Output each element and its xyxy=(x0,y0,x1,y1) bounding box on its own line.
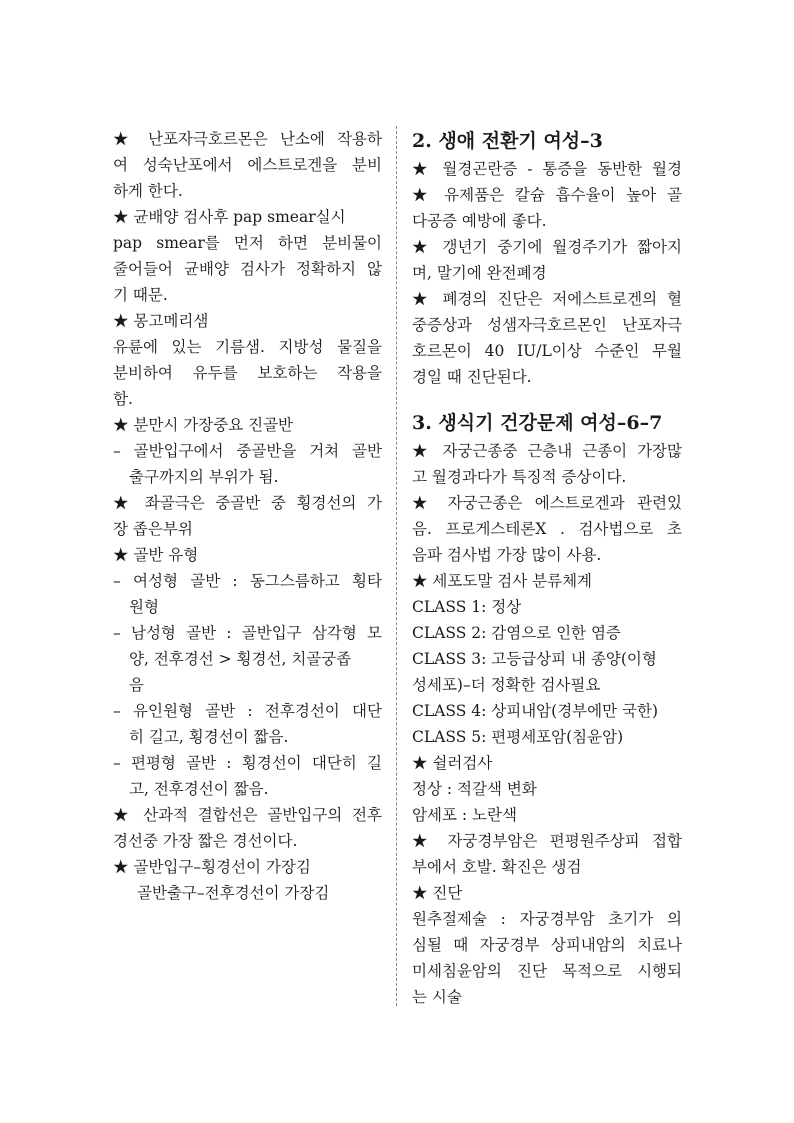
text-line: 유륜에 있는 기름샘. 지방성 물질을 xyxy=(113,338,382,356)
text-line: 부에서 호발. 확진은 생검 xyxy=(412,858,582,876)
text-line: 골반출구–전후경선이 가장김 xyxy=(137,884,330,902)
text-line: ★ 분만시 가장중요 진골반 xyxy=(113,416,294,434)
text-line: ★ 유제품은 칼슘 흡수율이 높아 골 xyxy=(412,186,682,204)
text-line: 미세침윤암의 진단 목적으로 시행되 xyxy=(412,962,682,980)
text-line: 성세포)–더 정확한 검사필요 xyxy=(412,676,601,694)
text-line: CLASS 1: 정상 xyxy=(412,598,522,616)
text-line: ★ 좌골극은 중골반 중 횡경선의 가 xyxy=(113,494,382,512)
text-line: 중증상과 성샘자극호르몬인 난포자극 xyxy=(412,316,682,334)
text-line: 분비하여 유두를 보호하는 작용을 xyxy=(113,364,382,382)
text-line: 줄어들어 균배양 검사가 정확하지 않 xyxy=(113,260,382,278)
text-line: CLASS 5: 편평세포암(침윤암) xyxy=(412,728,624,746)
text-line: 기 때문. xyxy=(113,286,168,304)
left-column xyxy=(113,126,382,906)
text-line: ★ 월경곤란증 - 통증을 동반한 월경 xyxy=(412,160,682,178)
text-line: 장 좁은부위 xyxy=(113,520,193,538)
text-line: 음. 프로게스테론X . 검사법으로 초 xyxy=(412,520,682,538)
text-line: 원추절제술 : 자궁경부암 초기가 의 xyxy=(412,910,682,928)
text-line: CLASS 2: 감염으로 인한 염증 xyxy=(412,624,621,642)
column-divider xyxy=(396,126,397,1006)
text-line: 출구까지의 부위가 됨. xyxy=(129,468,279,486)
text-line: CLASS 3: 고등급상피 내 종양(이형 xyxy=(412,650,657,668)
text-line: 고 월경과다가 특징적 증상이다. xyxy=(412,468,627,486)
text-line: ★ 난포자극호르몬은 난소에 작용하 xyxy=(113,130,382,148)
text-line: – 여성형 골반 : 동그스름하고 횡타 xyxy=(113,572,382,590)
text-line: – 남성형 골반 : 골반입구 삼각형 모 xyxy=(113,624,382,642)
text-line: – 편평형 골반 : 횡경선이 대단히 길 xyxy=(113,754,382,772)
text-line: pap smear를 먼저 하면 분비물이 xyxy=(113,234,382,252)
text-line: 음 xyxy=(129,676,144,694)
text-line: ★ 골반 유형 xyxy=(113,546,199,564)
right-column xyxy=(412,126,682,1010)
text-line: 심될 때 자궁경부 상피내암의 치료나 xyxy=(412,936,682,954)
text-line: ★ 자궁근종중 근층내 근종이 가장많 xyxy=(412,442,682,460)
text-line: ★ 골반입구–횡경선이 가장김 xyxy=(113,858,311,876)
text-line: 원형 xyxy=(129,598,159,616)
text-line: 호르몬이 40 IU/L이상 수준인 무월 xyxy=(412,342,682,360)
text-line: ★ 갱년기 중기에 월경주기가 짧아지 xyxy=(412,238,682,256)
text-line: 함. xyxy=(113,390,133,408)
text-line: ★ 산과적 결합선은 골반입구의 전후 xyxy=(113,806,382,824)
section-heading: 3. 생식기 건강문제 여성–6–7 xyxy=(412,412,663,434)
text-line: ★ 진단 xyxy=(412,884,463,902)
text-line: 경선중 가장 짧은 경선이다. xyxy=(113,832,298,850)
text-line: 음파 검사법 가장 많이 사용. xyxy=(412,546,602,564)
text-line: 하게 한다. xyxy=(113,182,183,200)
text-line: 양, 전후경선 > 횡경선, 치골궁좁 xyxy=(129,650,352,668)
section-gap xyxy=(412,390,682,408)
section-heading: 2. 생애 전환기 여성–3 xyxy=(412,130,603,152)
text-line: 고, 전후경선이 짧음. xyxy=(129,780,269,798)
text-line: ★ 폐경의 진단은 저에스트로겐의 혈 xyxy=(412,290,682,308)
text-line: 히 길고, 횡경선이 짧음. xyxy=(129,728,289,746)
text-line: 다공증 예방에 좋다. xyxy=(412,212,547,230)
text-line: – 골반입구에서 중골반을 거쳐 골반 xyxy=(113,442,382,460)
text-line: ★ 균배양 검사후 pap smear실시 xyxy=(113,208,346,226)
text-line: ★ 자궁경부암은 편평원주상피 접합 xyxy=(412,832,682,850)
text-line: ★ 몽고메리샘 xyxy=(113,312,209,330)
text-line: 여 성숙난포에서 에스트로겐을 분비 xyxy=(113,156,382,174)
text-line: 는 시술 xyxy=(412,988,462,1006)
text-line: CLASS 4: 상피내암(경부에만 국한) xyxy=(412,702,659,720)
text-line: 정상 : 적갈색 변화 xyxy=(412,780,537,798)
text-line: – 유인원형 골반 : 전후경선이 대단 xyxy=(113,702,382,720)
text-line: ★ 자궁근종은 에스트로겐과 관련있 xyxy=(412,494,682,512)
text-line: ★ 쉴러검사 xyxy=(412,754,493,772)
text-line: 암세포 : 노란색 xyxy=(412,806,517,824)
text-line: 며, 말기에 완전폐경 xyxy=(412,264,547,282)
text-line: ★ 세포도말 검사 분류체계 xyxy=(412,572,593,590)
text-line: 경일 때 진단된다. xyxy=(412,368,532,386)
